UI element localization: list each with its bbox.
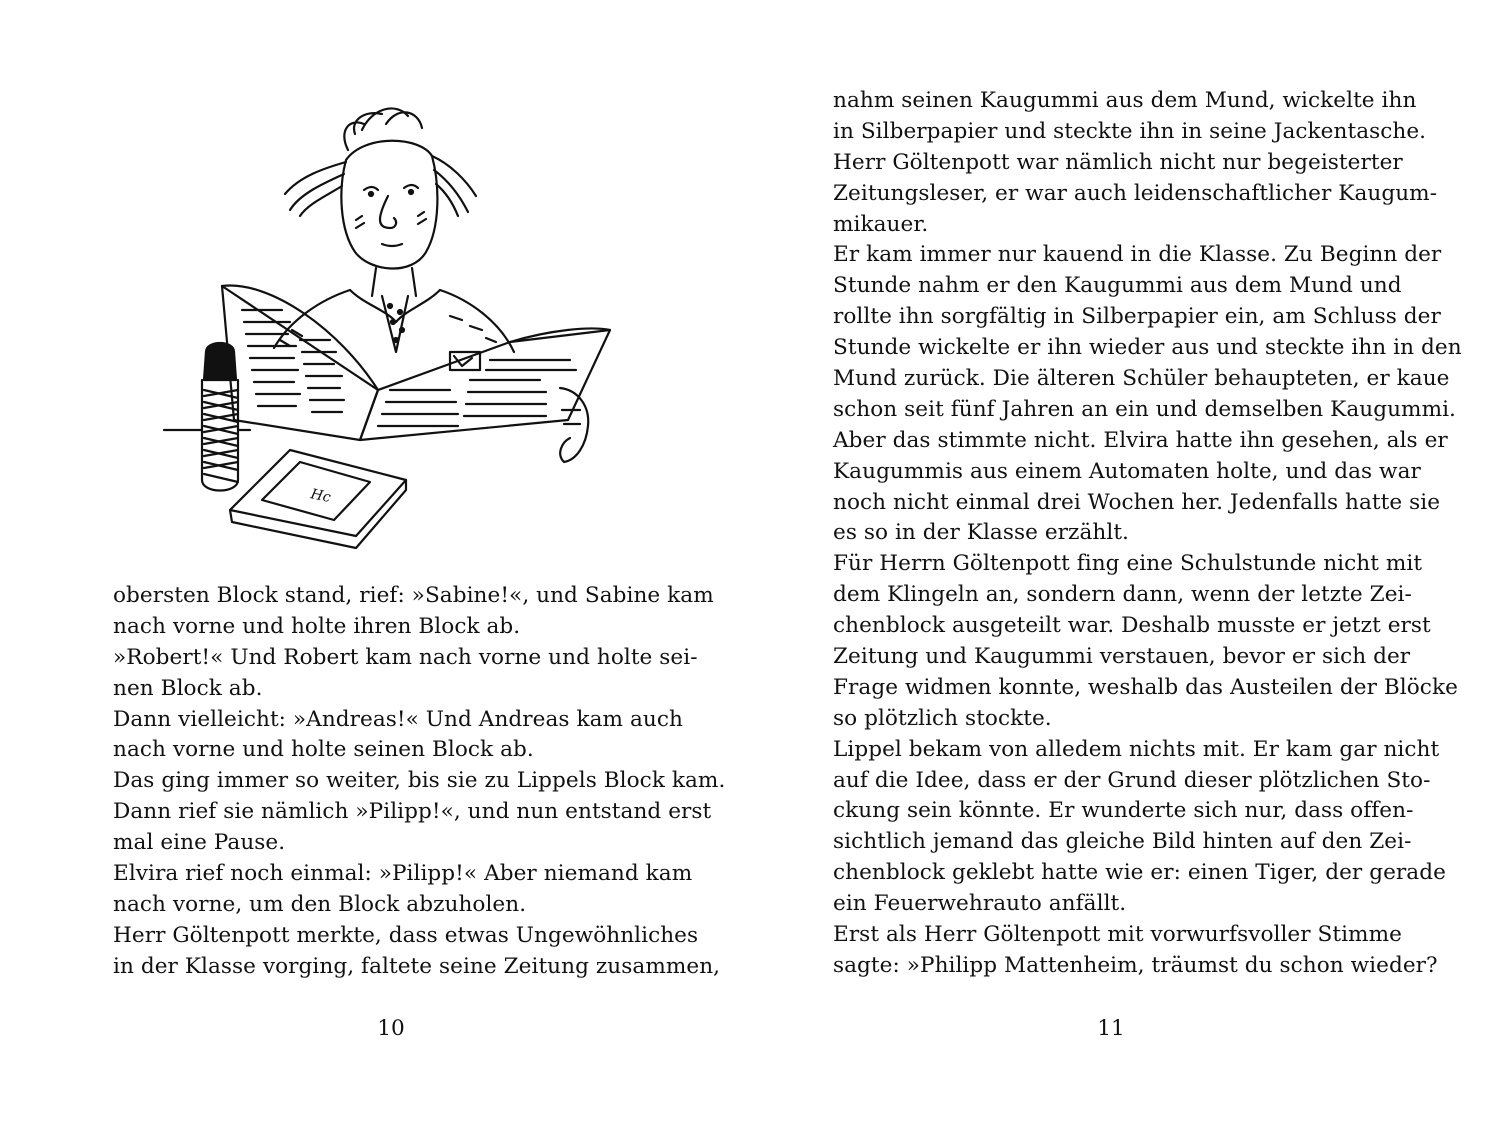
text-line: Dann vielleicht: »Andreas!« Und Andreas kam auch (113, 706, 683, 732)
text-line: obersten Block stand, rief: »Sabine!«, und Sabine kam (113, 583, 714, 608)
page-number-left: 10 (377, 1016, 405, 1041)
text-line: in Silberpapier und steckte ihn in seine Jackentasche. (833, 118, 1427, 144)
text-line: Kaugummis aus einem Automaten holte, und das war (833, 458, 1421, 484)
text-line: nach vorne und holte seinen Block ab. (113, 737, 534, 763)
text-line: rollte ihn sorgfältig in Silberpapier ein, am Schluss der (833, 304, 1441, 330)
text-line: chenblock geklebt hatte wie er: einen Tiger, der gerade (833, 860, 1446, 886)
text-line: noch nicht einmal drei Wochen her. Jedenfalls hatte sie (833, 489, 1441, 515)
text-line: Aber das stimmte nicht. Elvira hatte ihn gesehen, als er (833, 427, 1448, 453)
text-line: Herr Göltenpott war nämlich nicht nur begeisterter (833, 149, 1403, 175)
text-line: nahm seinen Kaugummi aus dem Mund, wickelte ihn (833, 88, 1417, 113)
text-line: auf die Idee, dass er der Grund dieser plötzlichen Sto- (833, 767, 1431, 793)
page-number-right: 11 (1097, 1016, 1125, 1041)
text-line: »Robert!« Und Robert kam nach vorne und holte sei- (113, 644, 698, 670)
text-line: ckung sein könnte. Er wunderte sich nur, dass offen- (833, 798, 1414, 824)
text-line: mikauer. (833, 211, 929, 237)
text-line: schon seit fünf Jahren an ein und demselben Kaugummi. (833, 396, 1456, 422)
text-line: es so in der Klasse erzählt. (833, 520, 1129, 546)
text-line: Zeitung und Kaugummi verstauen, bevor er sich der (833, 644, 1411, 670)
text-line: Elvira rief noch einmal: »Pilipp!« Aber niemand kam (113, 861, 693, 887)
right-page-text (833, 86, 1462, 982)
text-line: mal eine Pause. (113, 830, 286, 856)
text-line: Das ging immer so weiter, bis sie zu Lippels Block kam. (113, 768, 726, 794)
text-line: in der Klasse vorging, faltete seine Zeitung zusammen, (113, 953, 721, 979)
text-line: sagte: »Philipp Mattenheim, träumst du schon wieder? (833, 952, 1438, 978)
text-line: Lippel bekam von alledem nichts mit. Er kam gar nicht (833, 736, 1440, 762)
right-page (750, 0, 1500, 1140)
text-line: Dann rief sie nämlich »Pilipp!«, und nun entstand erst (113, 799, 712, 825)
text-line: sichtlich jemand das gleiche Bild hinten auf den Zei- (833, 829, 1412, 855)
text-line: Zeitungsleser, er war auch leidenschaftlicher Kaugum- (833, 180, 1438, 206)
text-line: nach vorne und holte ihren Block ab. (113, 613, 521, 639)
text-line: Stunde wickelte er ihn wieder aus und steckte ihn in den (833, 335, 1462, 361)
text-line: Erst als Herr Göltenpott mit vorwurfsvoller Stimme (833, 922, 1402, 948)
text-line: Herr Göltenpott merkte, dass etwas Ungewöhnliches (113, 922, 699, 948)
text-line: dem Klingeln an, sondern dann, wenn der letzte Zei- (833, 582, 1412, 608)
text-line: nen Block ab. (113, 675, 263, 701)
text-line: ein Feuerwehrauto anfällt. (833, 891, 1127, 917)
text-line: Stunde nahm er den Kaugummi aus dem Mund und (833, 273, 1402, 299)
left-page-text (113, 581, 726, 983)
text-line: so plötzlich stockte. (833, 705, 1052, 731)
text-line: chenblock ausgeteilt war. Deshalb musste er jetzt erst (833, 613, 1431, 639)
text-line: Frage widmen konnte, weshalb das Austeilen der Blöcke (833, 674, 1458, 700)
teacher-reading-newspaper-illustration (150, 90, 650, 550)
text-line: Für Herrn Göltenpott fing eine Schulstunde nicht mit (833, 551, 1423, 577)
book-label: Hc (309, 486, 333, 507)
text-line: Er kam immer nur kauend in die Klasse. Zu Beginn der (833, 242, 1442, 268)
text-line: nach vorne, um den Block abzuholen. (113, 891, 527, 917)
text-line: Mund zurück. Die älteren Schüler behaupteten, er kaue (833, 366, 1450, 392)
